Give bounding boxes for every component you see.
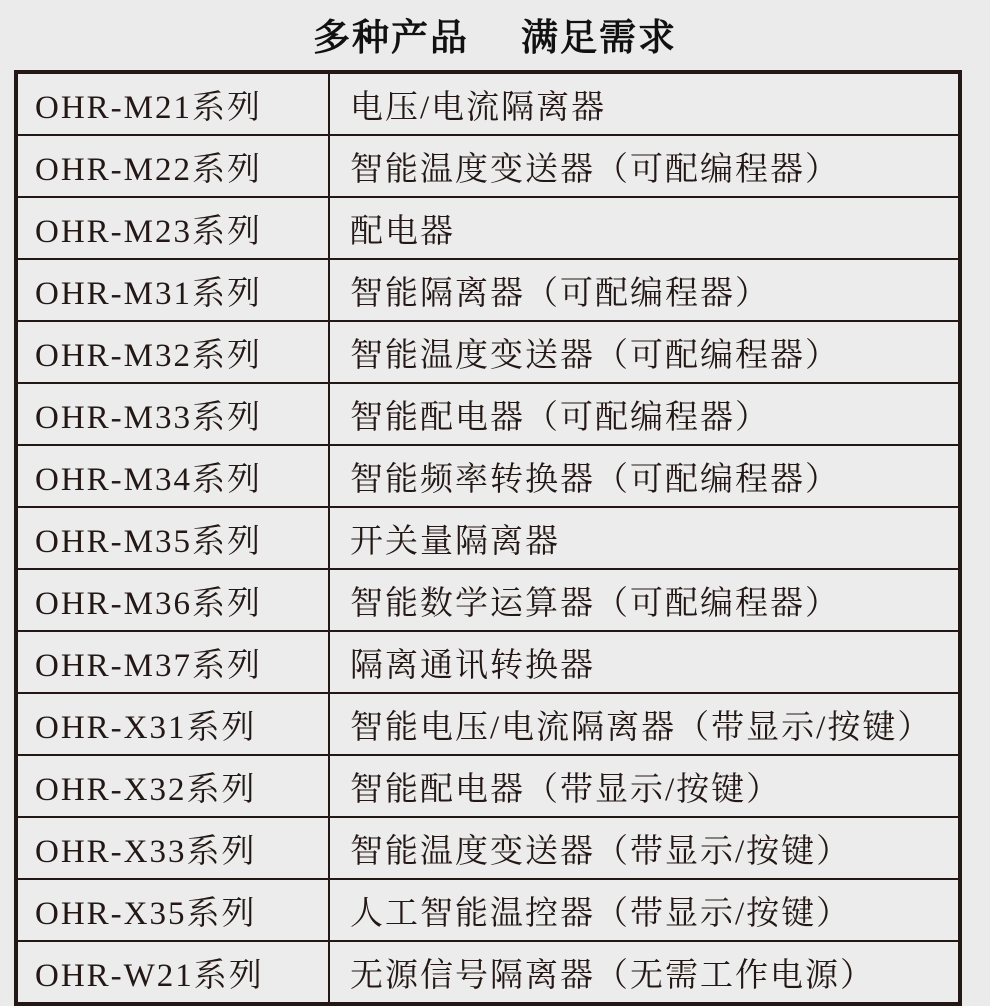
table-row bbox=[16, 631, 960, 693]
description-cell: 隔离通讯转换器 bbox=[329, 631, 960, 693]
description-cell: 智能温度变送器（带显示/按键） bbox=[329, 817, 960, 879]
table-row bbox=[16, 879, 960, 941]
page-title-left: 多种产品 bbox=[313, 17, 469, 58]
series-cell: OHR-M34系列 bbox=[16, 445, 329, 507]
series-cell: OHR-M33系列 bbox=[16, 383, 329, 445]
description-cell: 智能电压/电流隔离器（带显示/按键） bbox=[329, 693, 960, 755]
table-row bbox=[16, 445, 960, 507]
description-cell: 智能温度变送器（可配编程器） bbox=[329, 321, 960, 383]
table-row bbox=[16, 72, 960, 135]
table-row bbox=[16, 135, 960, 197]
table-row bbox=[16, 755, 960, 817]
table-row bbox=[16, 941, 960, 1004]
description-cell: 开关量隔离器 bbox=[329, 507, 960, 569]
table-row bbox=[16, 569, 960, 631]
table-row bbox=[16, 321, 960, 383]
series-cell: OHR-M22系列 bbox=[16, 135, 329, 197]
series-cell: OHR-M35系列 bbox=[16, 507, 329, 569]
description-cell: 人工智能温控器（带显示/按键） bbox=[329, 879, 960, 941]
table-row bbox=[16, 197, 960, 259]
description-cell: 智能温度变送器（可配编程器） bbox=[329, 135, 960, 197]
table-row bbox=[16, 259, 960, 321]
product-table-body bbox=[16, 72, 960, 1004]
description-cell: 智能隔离器（可配编程器） bbox=[329, 259, 960, 321]
series-cell: OHR-X33系列 bbox=[16, 817, 329, 879]
series-cell: OHR-M36系列 bbox=[16, 569, 329, 631]
product-table bbox=[14, 70, 962, 1006]
series-cell: OHR-M32系列 bbox=[16, 321, 329, 383]
series-cell: OHR-X31系列 bbox=[16, 693, 329, 755]
table-row bbox=[16, 383, 960, 445]
series-cell: OHR-X32系列 bbox=[16, 755, 329, 817]
series-cell: OHR-X35系列 bbox=[16, 879, 329, 941]
description-cell: 电压/电流隔离器 bbox=[329, 72, 960, 135]
description-cell: 智能配电器（可配编程器） bbox=[329, 383, 960, 445]
table-row bbox=[16, 507, 960, 569]
description-cell: 智能配电器（带显示/按键） bbox=[329, 755, 960, 817]
description-cell: 智能数学运算器（可配编程器） bbox=[329, 569, 960, 631]
description-cell: 智能频率转换器（可配编程器） bbox=[329, 445, 960, 507]
description-cell: 配电器 bbox=[329, 197, 960, 259]
series-cell: OHR-M21系列 bbox=[16, 72, 329, 135]
series-cell: OHR-M31系列 bbox=[16, 259, 329, 321]
series-cell: OHR-W21系列 bbox=[16, 941, 329, 1004]
series-cell: OHR-M23系列 bbox=[16, 197, 329, 259]
series-cell: OHR-M37系列 bbox=[16, 631, 329, 693]
table-row bbox=[16, 693, 960, 755]
page-title bbox=[0, 16, 990, 60]
table-row bbox=[16, 817, 960, 879]
description-cell: 无源信号隔离器（无需工作电源） bbox=[329, 941, 960, 1004]
page-title-right: 满足需求 bbox=[521, 17, 677, 58]
